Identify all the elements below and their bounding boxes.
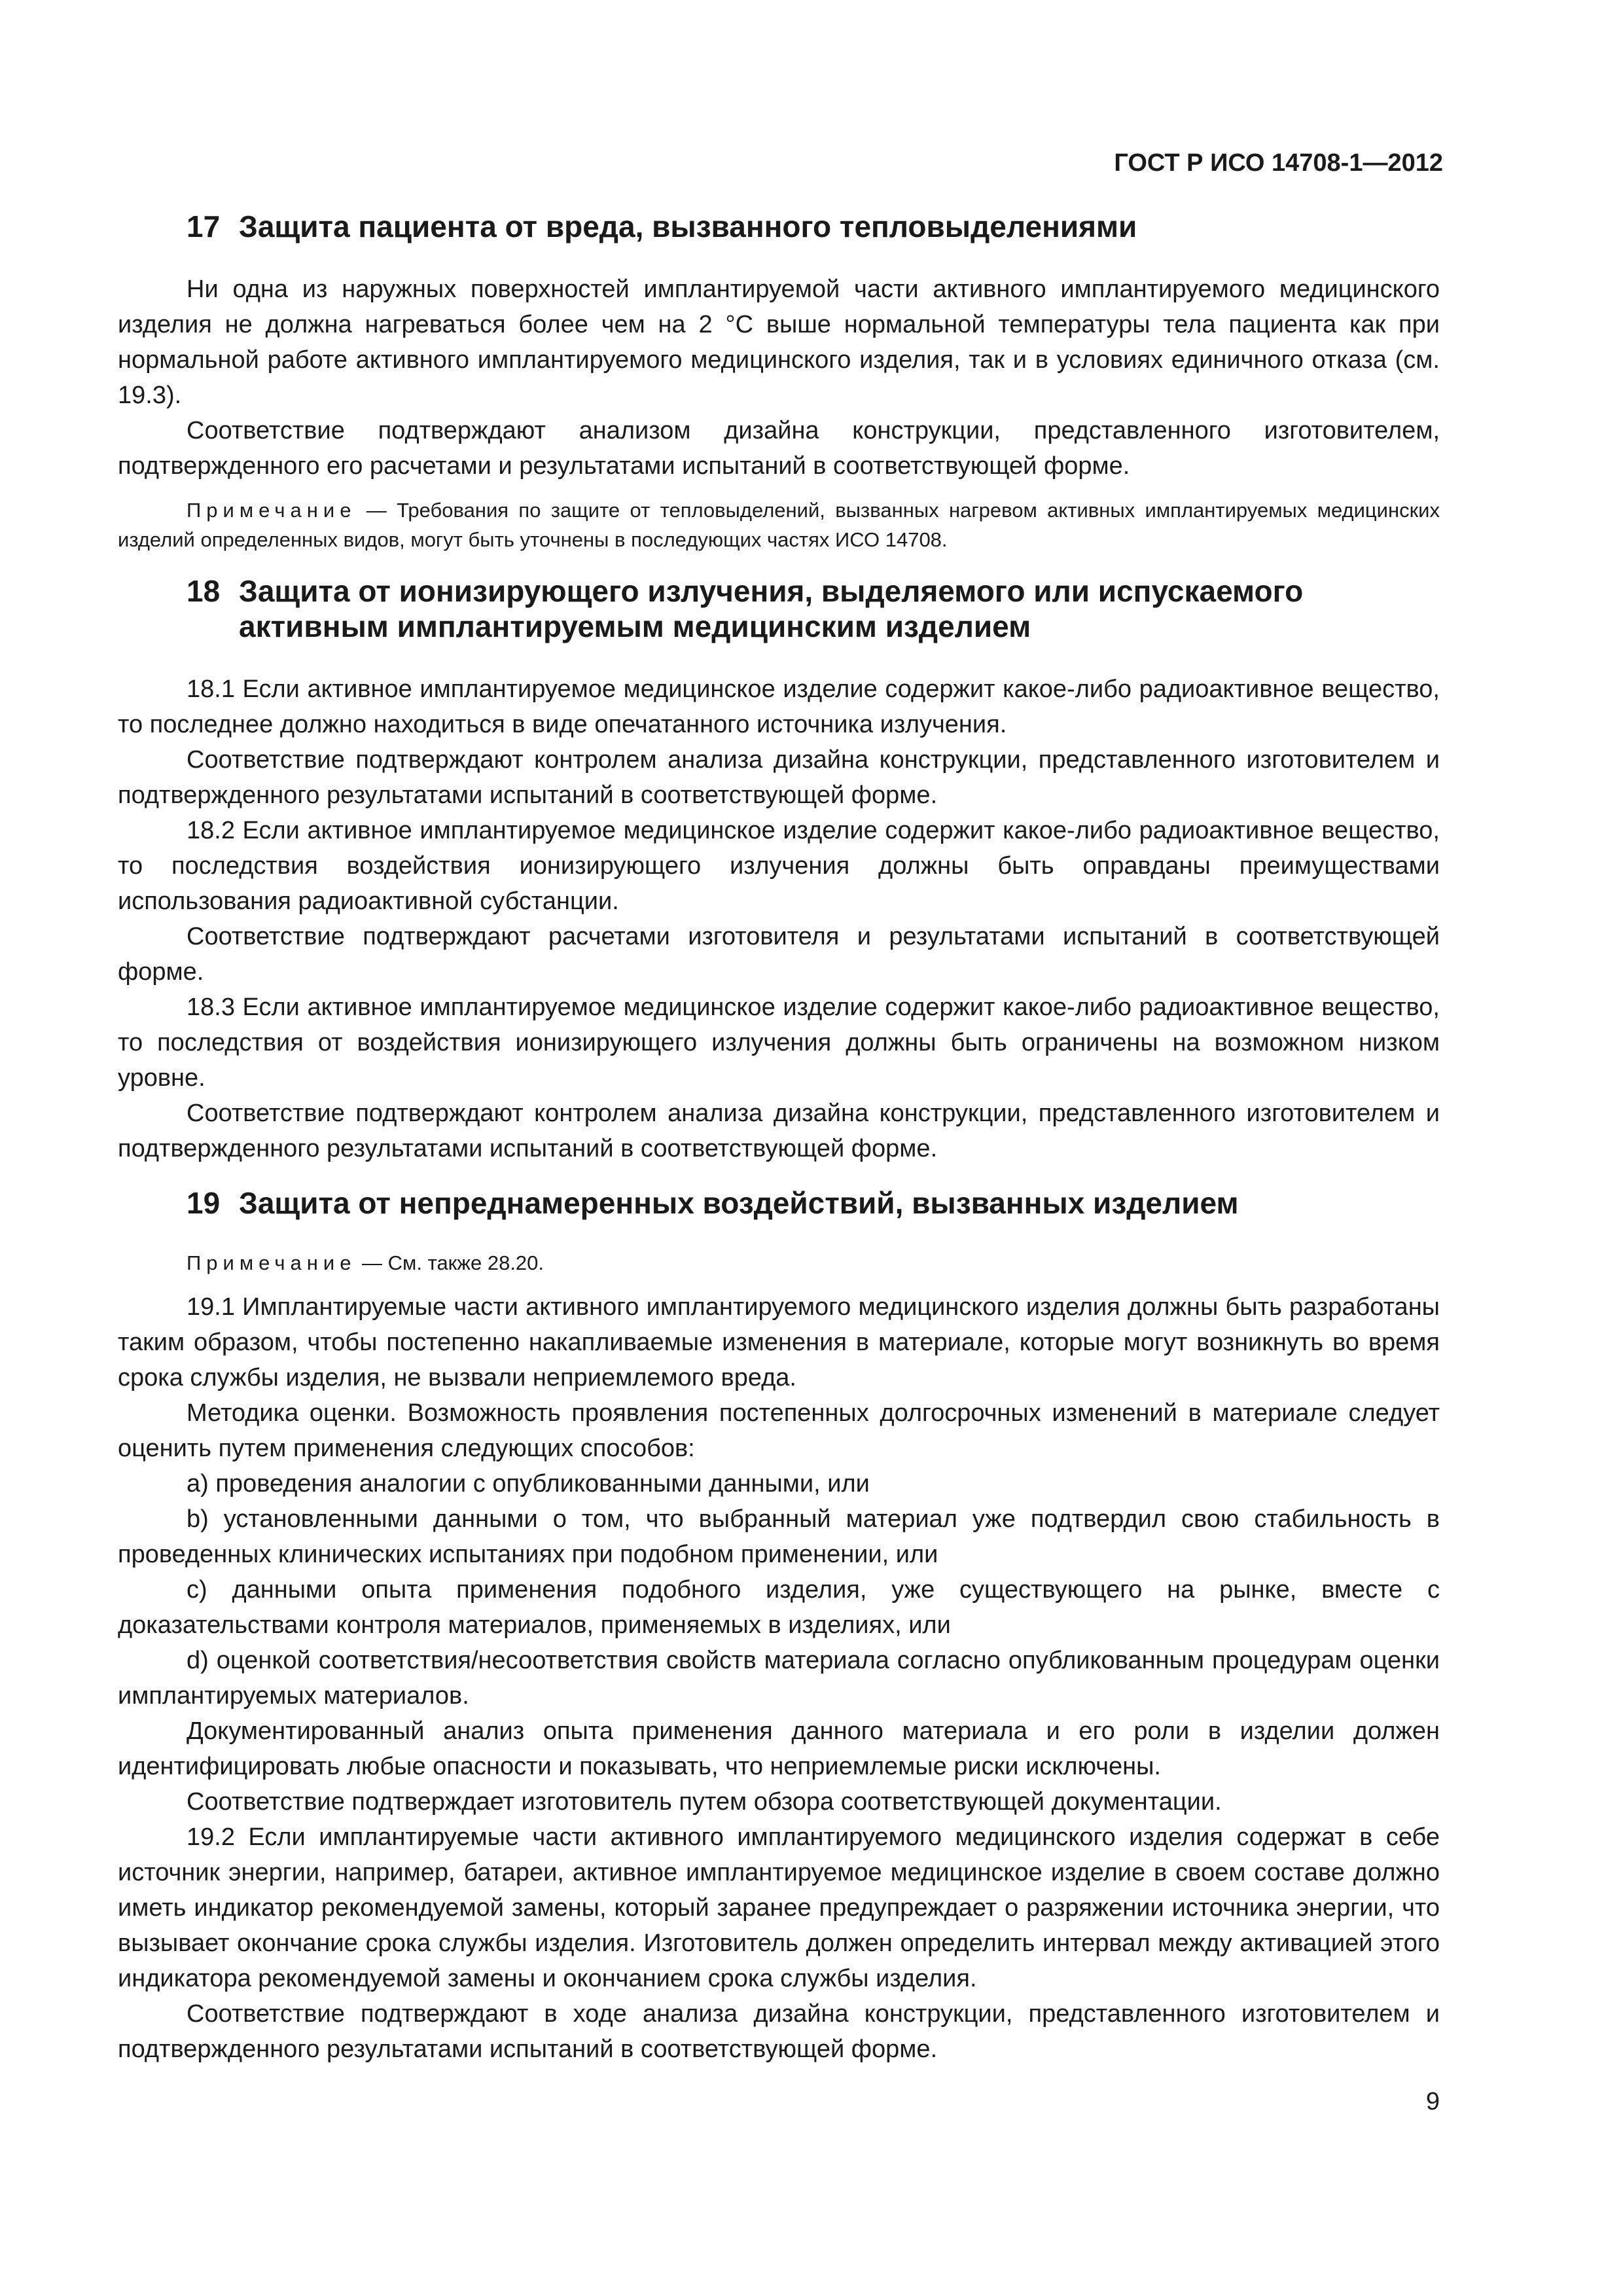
paragraph: 19.1 Имплантируемые части активного имплантируемого медицинского изделия должны быть разработаны таким образом, чтобы постепенно накапливаемые изменения в материале, которые могут возникнуть во время срока службы изделия, не вызвали неприемлемого вреда.: [118, 1293, 1440, 1392]
section-number: 19: [187, 1186, 221, 1221]
list-item: c) данными опыта применения подобного изделия, уже существующего на рынке, вместе с доказательствами контроля материалов, применяемых в изделиях, или: [118, 1576, 1440, 1640]
paragraph: Документированный анализ опыта применения данного материала и его роли в изделии должен идентифицировать любые опасности и показывать, что неприемлемые риски исключены.: [118, 1717, 1440, 1781]
section-17-heading: [118, 209, 1440, 244]
list-item: b) установленными данными о том, что выбранный материал уже подтвердил свою стабильность в проведенных клинических испытаниях при подобном применении, или: [118, 1505, 1440, 1569]
note-text: — Требования по защите от тепловыделений, вызванных нагревом активных имплантируемых медицинских изделий определенных видов, могут быть уточнены в последующих частях ИСО 14708.: [118, 499, 1440, 552]
note-text: — См. также 28.20.: [356, 1251, 544, 1275]
list-item: a) проведения аналогии с опубликованными данными, или: [187, 1470, 870, 1498]
page-number: 9: [1425, 2088, 1440, 2115]
section-number: 17: [187, 209, 221, 243]
note-label: Примечание: [187, 1251, 357, 1275]
note: [118, 1248, 1440, 1278]
paragraph: Соответствие подтверждают контролем анализа дизайна конструкции, представленного изготовителем и подтвержденного результатами испытаний в соответствующей форме.: [118, 746, 1440, 810]
section-number: 18: [187, 574, 221, 609]
section-18-heading: [118, 574, 1440, 644]
section-title: Защита от ионизирующего излучения, выделяемого или испускаемого активным имплантируемым медицинским изделием: [239, 574, 1304, 643]
list-item: d) оценкой соответствия/несоответствия свойств материала согласно опубликованным процедурам оценки имплантируемых материалов.: [118, 1647, 1440, 1710]
paragraph: 18.2 Если активное имплантируемое медицинское изделие содержит какое-либо радиоактивное вещество, то последствия воздействия ионизирующего излучения должны быть оправданы преимуществами использования радиоактивной субстанции.: [118, 817, 1440, 916]
note-label: Примечание: [187, 499, 357, 522]
paragraph: Соответствие подтверждают в ходе анализа дизайна конструкции, представленного изготовителем и подтвержденного результатами испытаний в соответствующей форме.: [118, 2000, 1440, 2064]
section-title: Защита пациента от вреда, вызванного тепловыделениями: [239, 209, 1137, 243]
paragraph: Соответствие подтверждают анализом дизайна конструкции, представленного изготовителем, подтвержденного его расчетами и результатами испытаний в соответствующей форме.: [118, 417, 1440, 480]
paragraph: 18.3 Если активное имплантируемое медицинское изделие содержит какое-либо радиоактивное вещество, то последствия от воздействия ионизирующего излучения должны быть ограничены на возможном низком уровне.: [118, 994, 1440, 1092]
page-content: [118, 209, 1440, 2067]
paragraph: 19.2 Если имплантируемые части активного имплантируемого медицинского изделия содержат в себе источник энергии, например, батареи, активное имплантируемое медицинское изделие в своем составе должно иметь индикатор рекомендуемой замены, который заранее предупреждает о разряжении источника энергии, что вызывает окончание срока службы изделия. Изготовитель должен определить интервал между активацией этого индикатора рекомендуемой замены и окончанием срока службы изделия.: [118, 1823, 1440, 1993]
paragraph: Соответствие подтверждают расчетами изготовителя и результатами испытаний в соответствующей форме.: [118, 923, 1440, 986]
paragraph: Методика оценки. Возможность проявления постепенных долгосрочных изменений в материале следует оценить путем применения следующих способов:: [118, 1399, 1440, 1463]
paragraph: Соответствие подтверждает изготовитель путем обзора соответствующей документации.: [187, 1788, 1222, 1816]
note: [118, 495, 1440, 554]
paragraph: Ни одна из наружных поверхностей имплантируемой части активного имплантируемого медицинского изделия не должна нагреваться более чем на 2 °С выше нормальной температуры тела пациента как при нормальной работе активного имплантируемого медицинского изделия, так и в условиях единичного отказа (см. 19.3).: [118, 276, 1440, 410]
section-title: Защита от непреднамеренных воздействий, вызванных изделием: [239, 1186, 1239, 1221]
paragraph: 18.1 Если активное имплантируемое медицинское изделие содержит какое-либо радиоактивное вещество, то последнее должно находиться в виде опечатанного источника излучения.: [118, 675, 1440, 739]
paragraph: Соответствие подтверждают контролем анализа дизайна конструкции, представленного изготовителем и подтвержденного результатами испытаний в соответствующей форме.: [118, 1100, 1440, 1163]
document-code: ГОСТ Р ИСО 14708-1—2012: [1114, 149, 1443, 177]
section-19-heading: [118, 1186, 1440, 1221]
